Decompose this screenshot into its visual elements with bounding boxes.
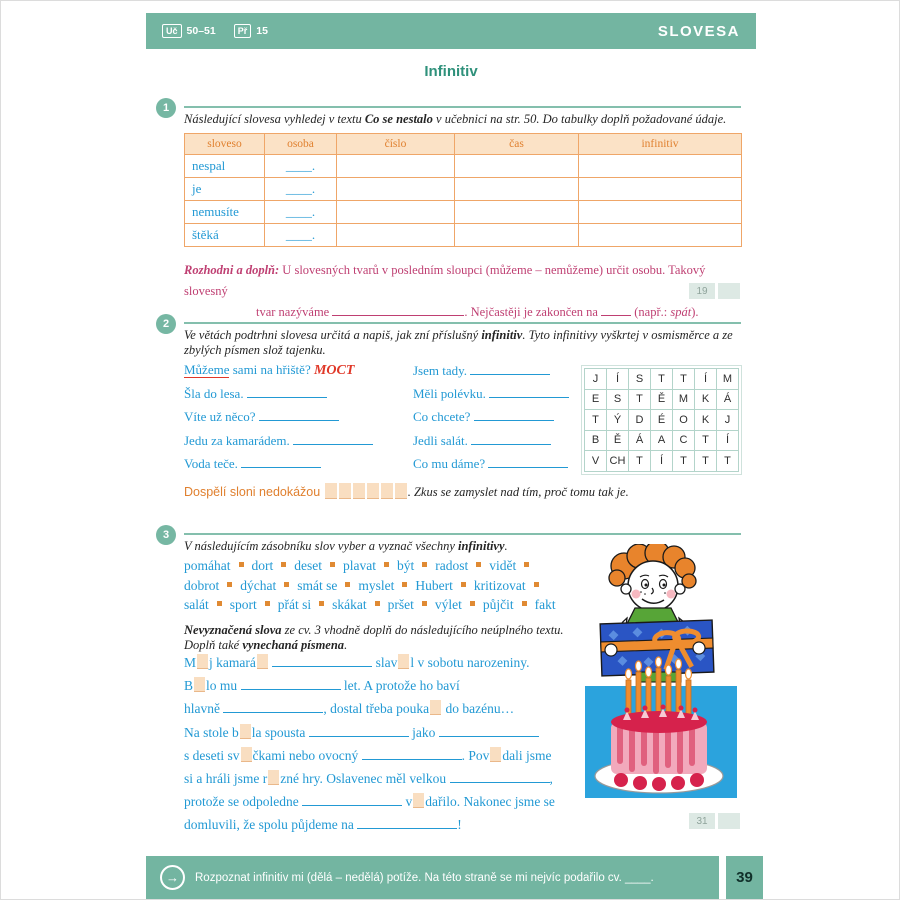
wordsearch-cell[interactable]: C [673, 430, 695, 451]
word-bank-word[interactable]: dort [251, 558, 274, 573]
wordsearch-cell[interactable]: T [651, 369, 673, 390]
wordsearch-cell[interactable]: V [585, 451, 607, 472]
answer-blank[interactable] [309, 724, 409, 737]
sentence-with-blank [413, 362, 569, 385]
empty-answer-cell[interactable] [337, 178, 455, 201]
word-bank-word[interactable]: vidět [489, 558, 517, 573]
square-separator-icon [522, 601, 527, 606]
sentence-text: Co chcete? [413, 409, 474, 425]
story-text: slav [372, 655, 398, 670]
empty-answer-cell[interactable] [337, 155, 455, 178]
story-line [184, 724, 555, 747]
square-separator-icon [375, 601, 380, 606]
wordsearch-cell[interactable]: A [651, 430, 673, 451]
letter-box[interactable] [325, 483, 337, 499]
osoba-blank-cell[interactable]: ____. [265, 224, 337, 247]
square-separator-icon [281, 562, 286, 567]
empty-answer-cell[interactable] [337, 224, 455, 247]
word-bank-word[interactable]: radost [435, 558, 469, 573]
missing-letter-box[interactable] [268, 770, 279, 785]
story-text: do bazénu… [442, 701, 515, 717]
square-separator-icon [402, 582, 407, 587]
sentences-left-column [184, 362, 373, 478]
square-separator-icon [239, 562, 244, 567]
square-separator-icon [330, 562, 335, 567]
fill-in-instruction [184, 623, 584, 652]
wordsearch-cell[interactable]: T [629, 389, 651, 410]
score-empty-box[interactable] [718, 283, 740, 299]
story-line [184, 700, 555, 723]
missing-letter-box[interactable] [241, 747, 252, 762]
score-empty-box[interactable] [718, 813, 740, 829]
word-bank-line [184, 558, 556, 578]
page-number: 39 [726, 856, 763, 899]
square-separator-icon [476, 562, 481, 567]
sentence-with-blank [184, 385, 373, 408]
missing-letter-box[interactable] [430, 700, 441, 715]
task3-score [689, 813, 740, 829]
verb-cell: štěká [185, 224, 265, 247]
workbook-page-ref: 15 [256, 25, 268, 37]
score-number: 19 [689, 283, 715, 299]
wordsearch-cell[interactable]: M [717, 369, 739, 390]
osoba-blank-cell[interactable]: ____. [265, 178, 337, 201]
word-bank-word[interactable]: Hubert [415, 577, 453, 593]
wordsearch-cell[interactable]: Á [717, 389, 739, 410]
story-text: dali jsme [502, 747, 552, 763]
wordsearch-cell[interactable]: Í [717, 430, 739, 451]
sentence-text: Jedli salát. [413, 432, 472, 448]
empty-answer-cell[interactable] [455, 224, 579, 247]
letter-box[interactable] [395, 483, 407, 499]
task3-rule [184, 533, 741, 535]
wordsearch-cell[interactable]: T [629, 451, 651, 472]
page-header [146, 13, 756, 49]
answer-blank[interactable] [293, 432, 373, 445]
wordsearch-cell[interactable]: Í [651, 451, 673, 472]
column-header: osoba [265, 134, 337, 155]
sentence-with-blank [413, 432, 569, 455]
empty-answer-cell[interactable] [579, 178, 742, 201]
story-text: M [184, 655, 197, 670]
answer-blank[interactable] [357, 816, 457, 829]
missing-letter-box[interactable] [197, 654, 208, 669]
word-bank-word[interactable]: výlet [434, 597, 462, 612]
instruction-bold: Nevyznačená slova [184, 623, 282, 637]
table-header-row [185, 134, 742, 155]
story-text: . Pov [461, 747, 490, 763]
square-separator-icon [384, 562, 389, 567]
story-text: jako [408, 724, 439, 740]
textbook-pages: 50–51 [186, 25, 216, 37]
square-separator-icon [319, 601, 324, 606]
story-text: v [402, 794, 413, 810]
wordsearch-cell[interactable]: T [585, 410, 607, 431]
answer-blank[interactable] [474, 408, 554, 421]
sentence-with-blank [184, 432, 373, 455]
square-separator-icon [461, 582, 466, 587]
task1-number: 1 [156, 98, 176, 118]
wordsearch-cell[interactable]: K [695, 389, 717, 410]
task3-number: 3 [156, 525, 176, 545]
task1-rule [184, 106, 741, 108]
story-text: čkami nebo ovocný [252, 747, 362, 763]
task2-number: 2 [156, 314, 176, 334]
answer-blank[interactable] [302, 793, 402, 806]
wordsearch-cell[interactable]: T [695, 451, 717, 472]
wordsearch-cell[interactable]: Ě [607, 430, 629, 451]
story-text: lo mu [206, 678, 241, 694]
empty-answer-cell[interactable] [455, 178, 579, 201]
square-separator-icon [422, 601, 427, 606]
textbook-badge-icon: Uč [162, 24, 182, 38]
story-text: , dostal třeba pouka [323, 701, 430, 717]
wordsearch-cell[interactable]: Ě [651, 389, 673, 410]
empty-answer-cell[interactable] [579, 224, 742, 247]
osoba-blank-cell[interactable]: ____. [265, 201, 337, 224]
story-text: protože se odpoledne [184, 794, 303, 810]
wordsearch-cell[interactable]: M [673, 389, 695, 410]
letter-box[interactable] [339, 483, 351, 499]
empty-answer-cell[interactable] [455, 155, 579, 178]
missing-letter-box[interactable] [413, 793, 424, 808]
square-separator-icon [217, 601, 222, 606]
square-separator-icon [422, 562, 427, 567]
missing-letter-box[interactable] [194, 677, 205, 692]
word-bank-word[interactable]: plavat [343, 558, 376, 573]
word-bank-word[interactable]: kritizovat [473, 577, 526, 593]
sentence-text: sami na hřiště? [229, 362, 314, 377]
story-line [184, 654, 555, 677]
sentence-text: Co mu dáme? [413, 455, 489, 471]
sentences-right-column [413, 362, 569, 478]
task1-instruction: Následující slovesa vyhledej v textu Co se nestalo v učebnici na str. 50. Do tabulky doplň požadované údaje. [184, 112, 727, 126]
wordsearch-cell[interactable]: E [585, 389, 607, 410]
chapter-title: SLOVESA [657, 22, 740, 40]
wordsearch-row [585, 369, 739, 390]
word-bank-line [184, 597, 556, 617]
wordsearch-cell[interactable]: T [717, 451, 739, 472]
verb-cell: je [185, 178, 265, 201]
story-text: dařilo. Nakonec jsme se [425, 794, 555, 810]
answer-blank[interactable] [241, 455, 321, 468]
wordsearch-cell[interactable]: J [717, 410, 739, 431]
empty-answer-cell[interactable] [579, 201, 742, 224]
sentence-text: Voda teče. [184, 455, 242, 471]
story-line [184, 816, 555, 839]
arrow-right-icon: → [160, 865, 185, 890]
sentence-text: Jsem tady. [413, 363, 471, 378]
underlined-verb: Můžeme [184, 362, 230, 377]
answer-blank[interactable] [247, 385, 327, 398]
story-line [184, 793, 555, 816]
sentence-example [184, 362, 373, 385]
square-separator-icon [345, 582, 350, 587]
wordsearch-row [585, 430, 739, 451]
decide-label: Rozhodni a doplň: [184, 263, 283, 277]
empty-answer-cell[interactable] [579, 155, 742, 178]
column-header: čas [455, 134, 579, 155]
answer-blank[interactable] [272, 654, 372, 667]
empty-answer-cell[interactable] [337, 201, 455, 224]
column-header: číslo [337, 134, 455, 155]
story-text: let. A protože ho baví [340, 678, 460, 694]
column-header: sloveso [185, 134, 265, 155]
self-assessment-text: Rozpoznat infinitiv mi (dělá – nedělá) potíže. Na této straně se mi nejvíc podařilo cv. ____. [195, 871, 654, 884]
missing-letter-box[interactable] [398, 654, 409, 669]
sentence-with-blank [184, 408, 373, 431]
story-text: , [549, 770, 553, 786]
verb-cell: nespal [185, 155, 265, 178]
answer-blank[interactable] [601, 304, 631, 316]
task3-instruction: V následujícím zásobníku slov vyber a vyznač všechny infinitivy. [184, 539, 508, 553]
story-text: ! [457, 817, 462, 833]
story-text: domluvili, že spolu půjdeme na [184, 817, 358, 833]
answer-blank[interactable] [259, 408, 339, 421]
osoba-blank-cell[interactable]: ____. [265, 155, 337, 178]
wordsearch-cell[interactable]: K [695, 410, 717, 431]
section-title: Infinitiv [424, 63, 478, 80]
sentence-with-blank [413, 385, 569, 408]
empty-answer-cell[interactable] [455, 201, 579, 224]
wordsearch-cell[interactable]: CH [607, 451, 629, 472]
missing-letter-box[interactable] [490, 747, 501, 762]
answer-blank[interactable] [439, 724, 539, 737]
letter-box[interactable] [381, 483, 393, 499]
word-bank-word[interactable]: přát si [277, 597, 312, 612]
word-bank-word[interactable]: myslet [358, 577, 395, 593]
story-line [184, 770, 555, 793]
word-bank-line [184, 578, 556, 598]
task2-rule [184, 322, 741, 324]
sentence-with-blank [184, 455, 373, 478]
instruction-bold: vynechaná písmena [242, 637, 345, 652]
word-bank-word[interactable]: salát [184, 597, 209, 612]
story-line [184, 747, 555, 770]
wordsearch-cell[interactable]: T [695, 430, 717, 451]
story-text: hlavně [184, 701, 224, 717]
instruction-text: Doplň také [184, 637, 243, 652]
wordsearch-cell[interactable]: S [607, 389, 629, 410]
verb-table [184, 133, 742, 247]
wordsearch-cell[interactable]: B [585, 430, 607, 451]
story-text: l v sobotu narozeniny. [410, 655, 530, 670]
story-line [184, 677, 555, 700]
workbook-badge-icon: Př [234, 24, 252, 38]
square-separator-icon [524, 562, 529, 567]
task2-instruction: Ve větách podtrhni slovesa určitá a napiš, jak zní příslušný infinitiv. Tyto infinitivy vyškrtej v osmisměrce a ze zbylých písmen slož tajenku. [184, 328, 733, 357]
wordsearch-cell[interactable]: O [673, 410, 695, 431]
wordsearch-cell[interactable]: S [629, 369, 651, 390]
decide-block: Rozhodni a doplň: U slovesných tvarů v posledním sloupci (můžeme – nemůžeme) určit osobu. Takový slovesný tvar nazýváme . Nejčastěji je zakončen na (např.: spát). [184, 263, 706, 319]
letter-box[interactable] [353, 483, 365, 499]
sentence-text: Víte už něco? [184, 409, 259, 425]
sentence-with-blank [413, 455, 569, 478]
table-row [185, 178, 742, 201]
answer-blank[interactable] [488, 455, 568, 468]
wordsearch-row [585, 451, 739, 472]
wordsearch-cell[interactable]: Í [607, 369, 629, 390]
answer-blank[interactable] [241, 677, 341, 690]
word-bank-word[interactable]: pomáhat [184, 558, 231, 573]
word-bank-word[interactable]: skákat [332, 597, 367, 612]
answer-blank[interactable] [332, 304, 464, 316]
verb-cell: nemusíte [185, 201, 265, 224]
square-separator-icon [284, 582, 289, 587]
wordsearch-cell[interactable]: J [585, 369, 607, 390]
answer-blank[interactable] [450, 770, 550, 783]
story-text: la spousta [251, 724, 309, 740]
table-row [185, 224, 742, 247]
reference-badges [162, 24, 268, 38]
table-row [185, 201, 742, 224]
sentence-text: Jedu za kamarádem. [184, 432, 294, 448]
wordsearch-cell[interactable]: Í [695, 369, 717, 390]
story-text: zné hry. Oslavenec měl velkou [280, 770, 450, 786]
wordsearch-grid [581, 365, 742, 475]
story-text: B [184, 678, 194, 694]
answer-blank[interactable] [489, 385, 569, 398]
word-bank-word[interactable]: půjčit [482, 597, 514, 612]
word-bank-word[interactable]: deset [294, 558, 322, 573]
sentence-with-blank [413, 408, 569, 431]
square-separator-icon [534, 582, 539, 587]
column-header: infinitiv [579, 134, 742, 155]
square-separator-icon [265, 601, 270, 606]
wordsearch-cell[interactable]: T [673, 451, 695, 472]
word-bank-word[interactable]: dobrot [184, 577, 220, 593]
word-bank-word[interactable]: dýchat [240, 577, 277, 593]
elephant-riddle-line: Dospělí sloni nedokážou . Zkus se zamyslet nad tím, proč tomu tak je. [184, 485, 629, 499]
score-number: 31 [689, 813, 715, 829]
story-text: s deseti sv [184, 747, 240, 763]
wordsearch-cell[interactable]: É [651, 410, 673, 431]
answer-blank[interactable] [470, 362, 550, 375]
story-text: j kamará [209, 655, 256, 670]
word-bank-word[interactable]: sport [229, 597, 257, 612]
word-bank-word[interactable]: fakt [534, 597, 556, 612]
square-separator-icon [470, 601, 475, 606]
wordsearch-cell[interactable]: D [629, 410, 651, 431]
wordsearch-cell[interactable]: Ý [607, 410, 629, 431]
missing-letter-box[interactable] [257, 654, 268, 669]
story-text: Na stole b [184, 724, 239, 740]
task1-score [689, 283, 740, 299]
instruction-text: ze cv. 3 vhodně doplň do následujícího neúplného textu. [281, 623, 564, 637]
answer-blank[interactable] [471, 432, 551, 445]
gap-fill-story [184, 654, 555, 840]
word-bank-word[interactable]: pršet [387, 597, 414, 612]
answer-blank[interactable] [223, 700, 323, 713]
word-bank-word[interactable]: smát se [297, 577, 338, 593]
sentence-text: Měli polévku. [413, 386, 490, 402]
story-text: si a hráli jsme r [184, 770, 268, 786]
birthday-illustration [579, 544, 743, 814]
instruction-text: . [344, 637, 348, 652]
footer-bar [146, 856, 719, 899]
word-bank [184, 558, 556, 617]
letter-box[interactable] [367, 483, 379, 499]
sentence-text: Šla do lesa. [184, 386, 247, 402]
answer-blank[interactable] [362, 747, 462, 760]
handwritten-answer: MOCT [313, 363, 355, 378]
table-row [185, 155, 742, 178]
square-separator-icon [227, 582, 232, 587]
missing-letter-box[interactable] [240, 724, 251, 739]
wordsearch-row [585, 410, 739, 431]
wordsearch-cell[interactable]: Á [629, 430, 651, 451]
word-bank-word[interactable]: být [397, 558, 415, 573]
wordsearch-row [585, 389, 739, 410]
wordsearch-cell[interactable]: T [673, 369, 695, 390]
